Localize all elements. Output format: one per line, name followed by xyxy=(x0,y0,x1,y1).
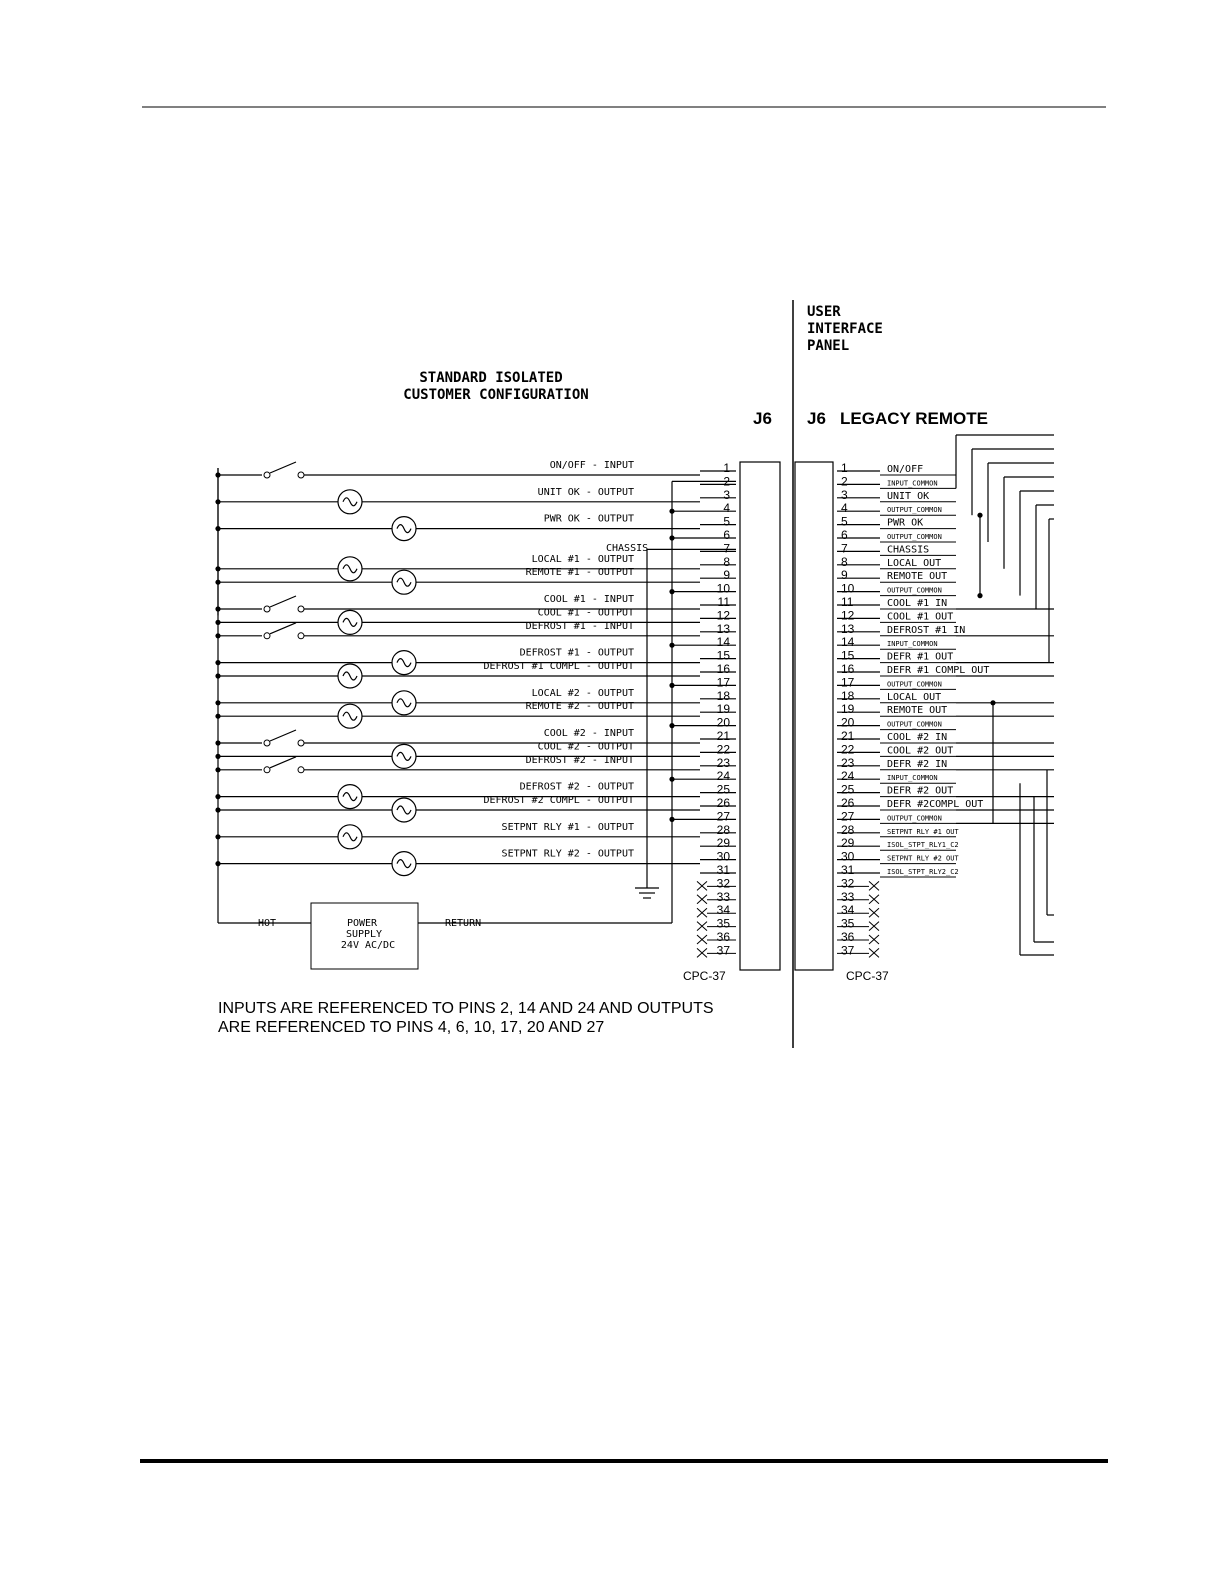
right-signal-label: INPUT_COMMON xyxy=(887,640,938,649)
right-signal-label: INPUT_COMMON xyxy=(887,774,938,783)
right-signal-label: COOL #1 IN xyxy=(887,598,948,609)
pin-number-right: 30 xyxy=(841,849,855,864)
bus-junction xyxy=(215,714,220,719)
connector-left-label: CPC-37 xyxy=(683,969,726,983)
pin-number-left: 3 xyxy=(723,487,730,502)
common-junction xyxy=(669,723,674,728)
no-connect-right xyxy=(869,935,879,944)
pin-number-left: 17 xyxy=(716,675,730,690)
uip-title-line1: USER xyxy=(807,304,841,320)
left-signal-label: REMOTE #2 - OUTPUT xyxy=(525,701,634,713)
connector-left-body xyxy=(740,462,780,970)
right-signal-label: DEFR #2COMPL OUT xyxy=(887,799,984,810)
pin-number-left: 11 xyxy=(717,595,730,609)
bus-junction xyxy=(215,861,220,866)
no-connect-left xyxy=(697,922,707,931)
no-connect-left xyxy=(697,881,707,890)
pin-number-right: 8 xyxy=(841,554,848,569)
switch-contact-a xyxy=(264,633,270,639)
pin-number-right: 5 xyxy=(841,514,848,529)
pin-number-right: 23 xyxy=(841,755,855,770)
right-signal-label: REMOTE OUT xyxy=(887,571,948,583)
no-connect-right xyxy=(869,948,879,957)
left-signal-label: DEFROST #1 - INPUT xyxy=(525,620,634,632)
no-connect-right xyxy=(869,922,879,931)
legacy-remote-label: LEGACY REMOTE xyxy=(840,409,988,428)
no-connect-right xyxy=(869,895,879,904)
pin-number-left: 8 xyxy=(723,554,730,569)
pin-number-right: 34 xyxy=(841,903,855,918)
right-signal-label: OUTPUT_COMMON xyxy=(887,814,942,823)
right-signal-label: ON/OFF xyxy=(887,464,924,475)
right-signal-label: LOCAL OUT xyxy=(887,557,942,569)
right-signal-label: SETPNT RLY #1 OUT xyxy=(887,827,959,836)
bus-junction xyxy=(215,633,220,638)
right-signal-label: LOCAL OUT xyxy=(887,691,942,703)
output-common-junction xyxy=(977,513,982,518)
pin-number-left: 13 xyxy=(716,621,730,636)
pin-number-right: 33 xyxy=(841,889,855,904)
pin-number-left: 1 xyxy=(723,461,730,475)
chassis-label: CHASSIS xyxy=(606,543,649,554)
pin-number-right: 1 xyxy=(841,461,848,475)
pin-number-left: 36 xyxy=(716,930,730,944)
bus-junction xyxy=(215,660,220,665)
switch-contact-b xyxy=(298,740,304,746)
pin-number-right: 35 xyxy=(841,916,855,931)
bus-junction xyxy=(215,472,220,477)
no-connect-left xyxy=(697,908,707,917)
pin-number-left: 29 xyxy=(716,836,730,851)
pin-number-right: 2 xyxy=(841,474,848,489)
pin-number-right: 16 xyxy=(841,662,855,676)
pin-number-left: 12 xyxy=(716,608,730,623)
switch-contact-b xyxy=(298,767,304,773)
pin-number-left: 16 xyxy=(716,662,730,676)
right-signal-label: OUTPUT_COMMON xyxy=(887,506,942,515)
pin-number-right: 21 xyxy=(841,729,855,743)
customer-title-line2: CUSTOMER CONFIGURATION xyxy=(403,387,589,403)
pin-number-left: 2 xyxy=(723,474,730,489)
left-signal-label: DEFROST #2 - OUTPUT xyxy=(519,781,634,793)
bus-junction xyxy=(215,526,220,531)
pin-number-left: 28 xyxy=(716,822,730,837)
pin-number-right: 19 xyxy=(841,702,855,717)
pin-number-left: 33 xyxy=(716,889,730,904)
pin-number-left: 30 xyxy=(716,849,730,864)
pin-number-left: 31 xyxy=(716,863,730,877)
right-signal-label: DEFR #2 IN xyxy=(887,758,948,770)
bus-junction xyxy=(215,807,220,812)
pin-number-left: 24 xyxy=(716,769,730,784)
pin-number-left: 18 xyxy=(716,688,730,703)
right-signal-label: COOL #2 OUT xyxy=(887,745,954,757)
pin-number-right: 29 xyxy=(841,836,855,851)
pin-number-right: 27 xyxy=(841,809,855,824)
output-common-junction xyxy=(990,700,995,705)
power-supply-line1: POWER xyxy=(346,918,378,929)
left-signal-label: DEFROST #1 COMPL - OUTPUT xyxy=(483,661,634,672)
bus-junction xyxy=(215,673,220,678)
power-supply-line2: SUPPLY xyxy=(345,929,383,940)
pin-number-right: 9 xyxy=(841,568,848,583)
right-signal-label: CHASSIS xyxy=(887,544,930,556)
left-signal-label: COOL #1 - OUTPUT xyxy=(537,607,634,619)
pin-number-right: 10 xyxy=(841,581,855,596)
bus-junction xyxy=(215,834,220,839)
common-junction xyxy=(669,777,674,782)
left-signal-label: PWR OK - OUTPUT xyxy=(543,513,634,525)
switch-contact-a xyxy=(264,740,270,746)
right-signal-label: DEFR #2 OUT xyxy=(887,785,954,797)
bus-junction xyxy=(215,767,220,772)
switch-contact-a xyxy=(264,767,270,773)
right-signal-label: COOL #1 OUT xyxy=(887,611,954,623)
pin-number-right: 26 xyxy=(841,796,855,810)
j6-left-label: J6 xyxy=(753,409,772,428)
pin-number-left: 32 xyxy=(716,876,730,891)
common-junction xyxy=(669,535,674,540)
switch-contact-b xyxy=(298,633,304,639)
pin-number-left: 4 xyxy=(723,501,730,516)
pin-number-right: 12 xyxy=(841,608,855,623)
left-signal-label: SETPNT RLY #2 - OUTPUT xyxy=(501,848,634,860)
common-junction xyxy=(669,589,674,594)
switch-contact-b xyxy=(298,472,304,478)
right-signal-label: DEFR #1 OUT xyxy=(887,651,954,663)
bus-junction xyxy=(215,700,220,705)
right-signal-label: OUTPUT_COMMON xyxy=(887,586,942,595)
left-signal-label: DEFROST #2 COMPL - OUTPUT xyxy=(483,795,634,806)
return-label: RETURN xyxy=(445,918,482,929)
pin-number-right: 11 xyxy=(841,595,854,609)
bus-junction xyxy=(215,740,220,745)
hot-label: HOT xyxy=(258,918,277,929)
pin-number-right: 24 xyxy=(841,769,855,784)
pin-number-right: 28 xyxy=(841,822,855,837)
connector-right-label: CPC-37 xyxy=(846,969,889,983)
right-signal-label: OUTPUT_COMMON xyxy=(887,533,942,541)
bus-junction xyxy=(215,794,220,799)
no-connect-left xyxy=(697,895,707,904)
pin-number-left: 22 xyxy=(716,742,730,757)
pin-number-right: 37 xyxy=(841,943,855,958)
pin-number-left: 35 xyxy=(716,916,730,931)
pin-number-right: 4 xyxy=(841,501,848,516)
right-signal-label: DEFR #1 COMPL OUT xyxy=(887,665,990,676)
right-signal-label: UNIT OK xyxy=(887,490,930,502)
right-signal-label: REMOTE OUT xyxy=(887,705,948,717)
pin-number-right: 18 xyxy=(841,688,855,703)
pin-number-left: 20 xyxy=(716,715,730,730)
right-signal-label: ISOL_STPT_RLY1_C2 xyxy=(887,841,959,850)
bus-junction xyxy=(215,499,220,504)
pin-number-right: 3 xyxy=(841,487,848,502)
switch-contact-a xyxy=(264,606,270,612)
pin-number-right: 31 xyxy=(841,863,855,877)
no-connect-right xyxy=(869,881,879,890)
pin-number-left: 34 xyxy=(716,903,730,918)
right-signal-label: INPUT_COMMON xyxy=(887,479,938,488)
no-connect-left xyxy=(697,935,707,944)
left-signal-label: LOCAL #2 - OUTPUT xyxy=(531,687,634,699)
switch-contact-a xyxy=(264,472,270,478)
pin-number-right: 25 xyxy=(841,782,855,797)
uip-title-line2: INTERFACE xyxy=(807,321,883,337)
pin-number-left: 5 xyxy=(723,514,730,529)
common-junction xyxy=(669,817,674,822)
left-signal-label: ON/OFF - INPUT xyxy=(549,460,634,471)
pin-number-right: 6 xyxy=(841,528,848,542)
pin-number-left: 21 xyxy=(716,729,730,743)
pin-number-right: 7 xyxy=(841,541,848,556)
left-signal-label: DEFROST #2 - INPUT xyxy=(525,754,634,766)
note-line1: INPUTS ARE REFERENCED TO PINS 2, 14 AND 24 AND OUTPUTS xyxy=(218,1000,714,1017)
pin-number-right: 17 xyxy=(841,675,855,690)
bus-junction xyxy=(215,566,220,571)
left-signal-label: SETPNT RLY #1 - OUTPUT xyxy=(501,821,634,833)
pin-number-right: 20 xyxy=(841,715,855,730)
bus-junction xyxy=(215,606,220,611)
no-connect-left xyxy=(697,948,707,957)
bus-junction xyxy=(215,580,220,585)
pin-number-left: 10 xyxy=(716,581,730,596)
pin-number-left: 14 xyxy=(716,635,730,650)
pin-number-right: 36 xyxy=(841,930,855,944)
right-signal-label: ISOL_STPT_RLY2_C2 xyxy=(887,868,959,876)
no-connect-right xyxy=(869,908,879,917)
power-supply-line3: 24V AC/DC xyxy=(340,940,396,951)
pin-number-left: 19 xyxy=(716,702,730,717)
left-signal-label: COOL #2 - INPUT xyxy=(543,728,634,739)
pin-number-left: 6 xyxy=(723,528,730,542)
j6-right-label: J6 xyxy=(807,409,826,428)
pin-number-left: 37 xyxy=(716,943,730,958)
common-junction xyxy=(669,509,674,514)
right-signal-label: SETPNT RLY #2 OUT xyxy=(887,854,959,863)
pin-number-left: 7 xyxy=(723,541,730,556)
common-junction xyxy=(669,643,674,648)
customer-title-line1: STANDARD ISOLATED xyxy=(419,370,563,386)
right-signal-label: DEFROST #1 IN xyxy=(887,624,966,636)
uip-title-line3: PANEL xyxy=(807,338,850,354)
switch-contact-b xyxy=(298,606,304,612)
bus-junction xyxy=(215,620,220,625)
pin-number-right: 15 xyxy=(841,648,855,663)
left-signal-label: LOCAL #1 - OUTPUT xyxy=(531,553,634,565)
pin-number-right: 13 xyxy=(841,621,855,636)
output-common-junction xyxy=(977,593,982,598)
wiring xyxy=(215,435,1054,957)
pin-number-right: 14 xyxy=(841,635,855,650)
right-signal-label: OUTPUT_COMMON xyxy=(887,720,942,729)
pin-number-left: 27 xyxy=(716,809,730,824)
pin-number-left: 9 xyxy=(723,568,730,583)
pin-number-left: 23 xyxy=(716,755,730,770)
left-signal-label: COOL #1 - INPUT xyxy=(543,594,634,605)
pin-number-left: 15 xyxy=(716,648,730,663)
right-signal-label: OUTPUT_COMMON xyxy=(887,680,942,689)
connector-right-body xyxy=(795,462,833,970)
left-signal-label: UNIT OK - OUTPUT xyxy=(537,486,634,498)
left-signal-label: REMOTE #1 - OUTPUT xyxy=(525,567,634,579)
pin-number-left: 26 xyxy=(716,796,730,810)
pin-number-right: 22 xyxy=(841,742,855,757)
bus-junction xyxy=(215,754,220,759)
right-signal-label: COOL #2 IN xyxy=(887,732,948,743)
right-signal-label: PWR OK xyxy=(887,517,924,529)
pin-number-right: 32 xyxy=(841,876,855,891)
common-junction xyxy=(669,683,674,688)
pin-number-left: 25 xyxy=(716,782,730,797)
note-line2: ARE REFERENCED TO PINS 4, 6, 10, 17, 20 AND 27 xyxy=(218,1019,605,1036)
left-signal-label: DEFROST #1 - OUTPUT xyxy=(519,647,634,659)
left-signal-label: COOL #2 - OUTPUT xyxy=(537,741,634,753)
